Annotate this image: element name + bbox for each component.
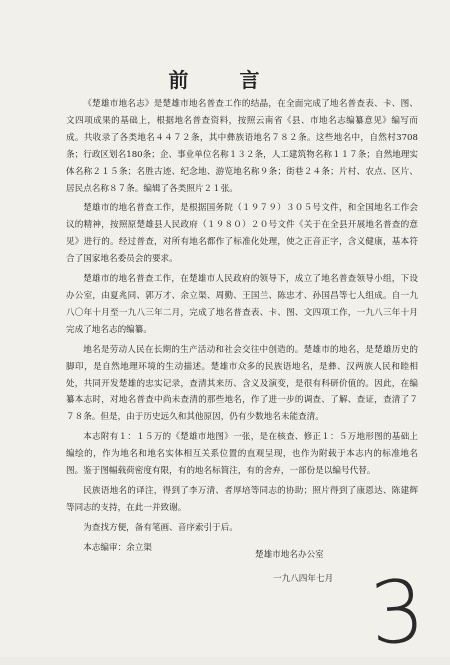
paragraph-4: 地名是劳动人民在长期的生产活动和社会交往中创造的。楚雄市的地名，是楚雄历史的脚印，是自然地理环境的生动描述。楚雄市众多的民族语地名，是彝、汉两族人民和睦相处，共同开发楚雄的忠实记录，查清其来历、含义及演变，是很有科研价值的。因此，在编纂本志时，对地名普查中尚未查清的那些地名，作了进一步的调查、了解、查证，查清了７７８条。但是，由于历史远久和其他原因，仍有少数地名未能查清。 [66,344,418,423]
paragraph-6: 民族语地名的译注，得到了李万清、者厚培等同志的协助；照片得到了康恩达、陈建辉等同志的支持，在此一并致谢。 [66,485,418,513]
paragraph-8: 本志编审：余立渠 [83,542,152,553]
page-title: 前 言 [168,68,282,92]
paragraph-3: 楚雄市的地名普查工作，在楚雄市人民政府的领导下，成立了地名普查领导小组，下设办公室，由夏兆同、郭万才、余立渠、周勤、王国兰、陈忠才、孙国昌等七人组成。自一九八〇年十月至一九八三年二月，完成了地名普查表、卡、图、文四项工作，一九八三年十月完成了地名志的编纂。 [66,274,418,335]
signature-date: 一九八四年七月 [273,573,334,584]
paragraph-7: 为查找方便，备有笔画、音序索引于后。 [83,522,238,533]
handwritten-page-number: 3 [366,561,429,665]
paragraph-1: 《楚雄市地名志》是楚雄市地名普查工作的结晶，在全面完成了地名普查表、卡、图、文四项成果的基础上，根据地名普查资料，按照云南省《县、市地名志编纂意见》编写而成。共收录了各类地名４４７２条，其中彝族语地名７８２条。这些地名中，自然村3708条；行政区划名180条；企、事业单位名称１３２条，人工建筑物名称１１７条；自然地理实体名称２１５条；名胜古迹、纪念地、游览地名称９条；街巷２４条；片村、农点、区片、居民点名称８７条。编辑了各类照片２１张。 [66,99,418,194]
paragraph-5: 本志附有１：１５万的《楚雄市地图》一张，是在核查、修正１：５万地形图的基础上编绘的，作为地名和地名实体相互关系位置的直观呈现，也作为附载于本志内的标准地名图。鉴于图幅载荷密度有限，有的地名标简注，有的舍弃，一部份是以编号代替。 [66,432,418,477]
signature-office: 楚雄市地名办公室 [255,550,324,560]
document-body [66,96,418,560]
paragraph-2: 楚雄市的地名普查工作，是根据国务院（１９７９）３０５号文件，和全国地名工作会议的精神，按照原楚雄县人民政府（１９８０）２０号文件《关于在全县开展地名普查的意见》进行的。经过普查，对所有地名都作了标准化处理，使之正音正字，含义健康，基本符合了国家地名委员会的要求。 [66,203,418,265]
